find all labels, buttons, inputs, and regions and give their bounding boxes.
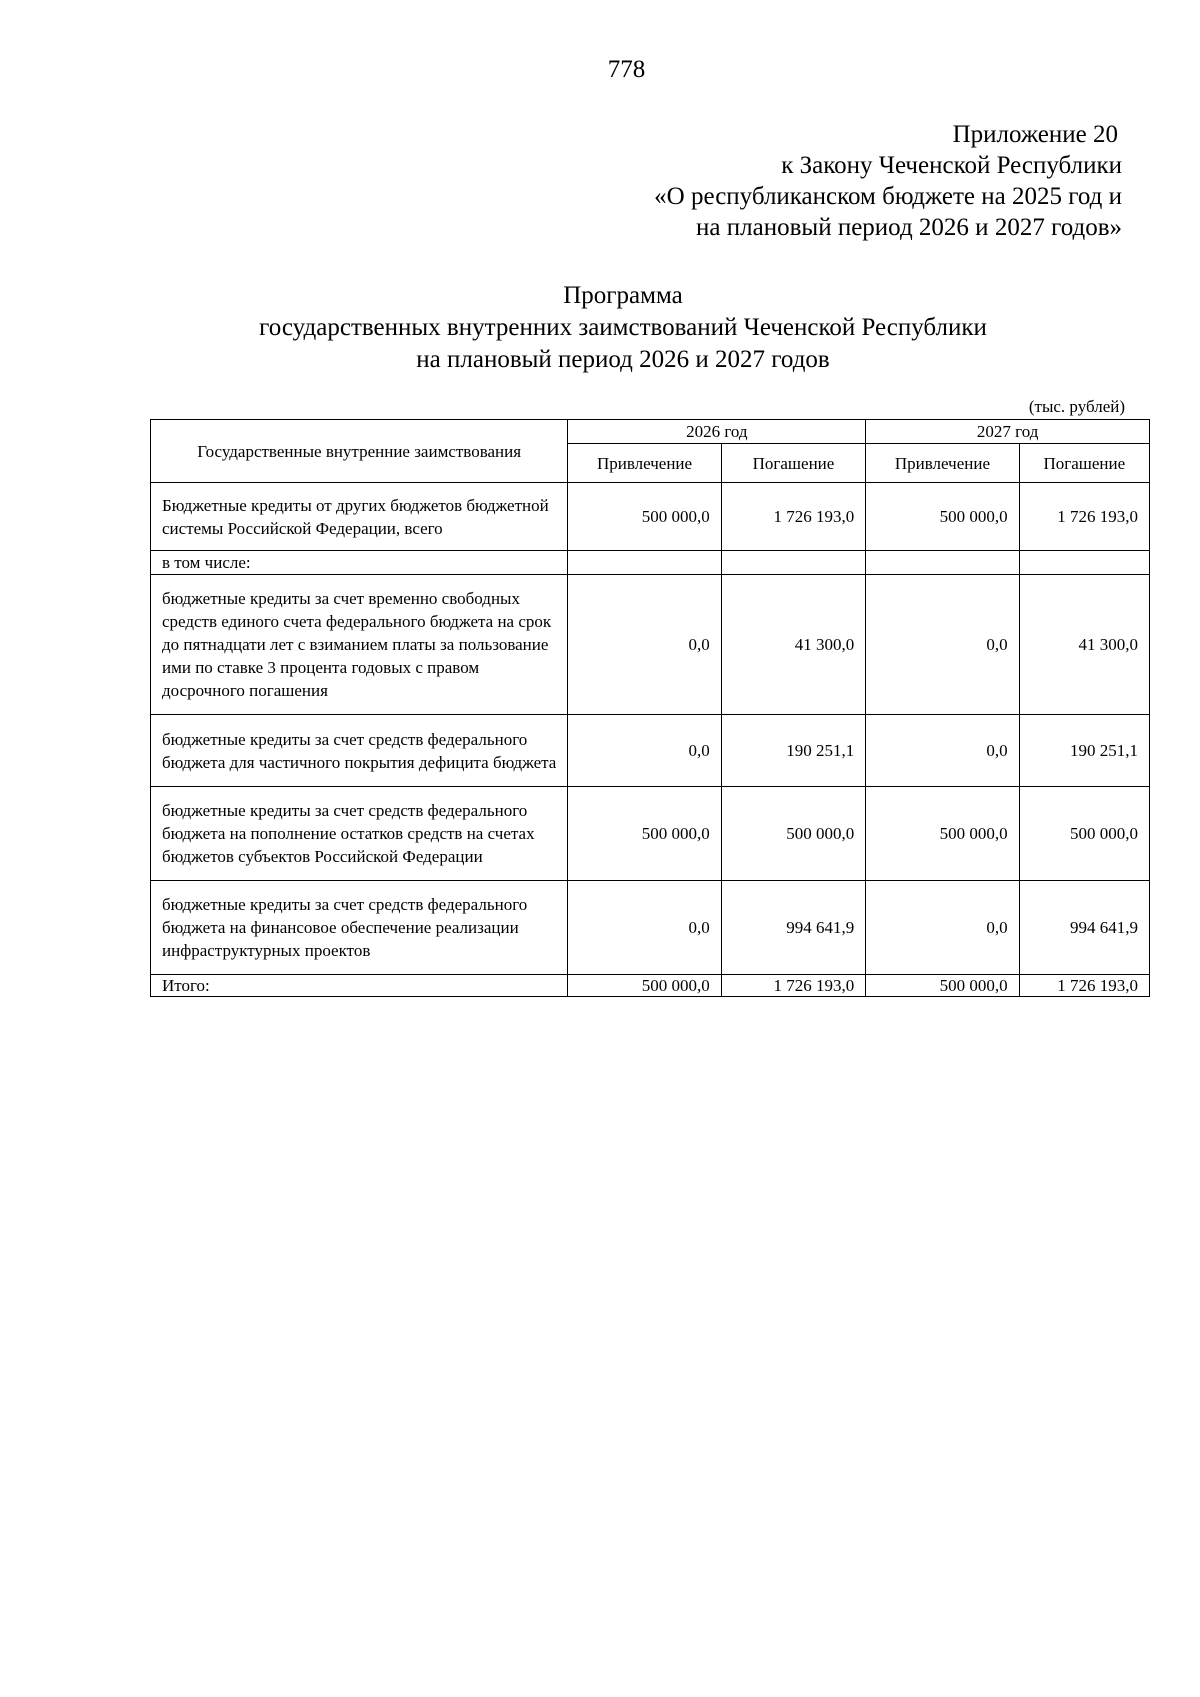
- title-line-2: государственных внутренних заимствований Чеченской Республики: [259, 314, 987, 341]
- appendix-law-title-2: на плановый период 2026 и 2027 годов»: [696, 214, 1122, 241]
- cell-repay-2027: [1019, 551, 1149, 575]
- cell-attract-2027: 500 000,0: [866, 787, 1019, 881]
- cell-attract-2027: 0,0: [866, 881, 1019, 975]
- units-label: (тыс. рублей): [1028, 397, 1125, 416]
- cell-repay-2027: 1 726 193,0: [1019, 483, 1149, 551]
- cell-repay-2027: 1 726 193,0: [1019, 975, 1149, 997]
- cell-repay-2026: 1 726 193,0: [721, 975, 866, 997]
- cell-repay-2027: 994 641,9: [1019, 881, 1149, 975]
- appendix-header: [654, 119, 1122, 243]
- cell-attract-2026: 500 000,0: [568, 483, 721, 551]
- row-name: в том числе:: [151, 551, 568, 575]
- cell-attract-2027: 0,0: [866, 715, 1019, 787]
- title-line-3: на плановый период 2026 и 2027 годов: [416, 346, 830, 373]
- header-year-2027: 2027 год: [866, 420, 1150, 444]
- cell-repay-2027: 190 251,1: [1019, 715, 1149, 787]
- cell-repay-2026: 190 251,1: [721, 715, 866, 787]
- appendix-number: Приложение 20: [952, 121, 1118, 148]
- cell-repay-2026: 1 726 193,0: [721, 483, 866, 551]
- cell-attract-2027: [866, 551, 1019, 575]
- cell-repay-2026: 994 641,9: [721, 881, 866, 975]
- header-attract-2026: Привлечение: [568, 444, 721, 483]
- appendix-law-ref: к Закону Чеченской Республики: [781, 152, 1122, 179]
- cell-attract-2027: 500 000,0: [866, 483, 1019, 551]
- document-title: [0, 280, 1200, 376]
- header-year-2026: 2026 год: [568, 420, 866, 444]
- cell-attract-2026: 500 000,0: [568, 975, 721, 997]
- appendix-law-title-1: «О республиканском бюджете на 2025 год и: [654, 183, 1122, 210]
- cell-attract-2026: [568, 551, 721, 575]
- table-row-total-budget-credits: [151, 483, 1150, 551]
- cell-attract-2027: 0,0: [866, 575, 1019, 715]
- cell-attract-2027: 500 000,0: [866, 975, 1019, 997]
- title-line-1: Программа: [563, 282, 683, 309]
- cell-repay-2027: 500 000,0: [1019, 787, 1149, 881]
- cell-attract-2026: 0,0: [568, 575, 721, 715]
- cell-attract-2026: 0,0: [568, 881, 721, 975]
- row-name: бюджетные кредиты за счет средств федерального бюджета на пополнение остатков средств на счетах бюджетов субъектов Российской Федерации: [151, 787, 568, 881]
- row-name: бюджетные кредиты за счет средств федерального бюджета на финансовое обеспечение реализации инфраструктурных проектов: [151, 881, 568, 975]
- header-borrowings: Государственные внутренние заимствования: [151, 420, 568, 483]
- table-row-balance-credits: [151, 787, 1150, 881]
- row-name: бюджетные кредиты за счет временно свободных средств единого счета федерального бюджета на срок до пятнадцати лет с взиманием платы за пользование ими по ставке 3 процента годовых с правом досрочного погашения: [151, 575, 568, 715]
- page-number: 778: [607, 56, 646, 83]
- cell-repay-2026: [721, 551, 866, 575]
- row-name: Итого:: [151, 975, 568, 997]
- table-row-including: [151, 551, 1150, 575]
- cell-repay-2027: 41 300,0: [1019, 575, 1149, 715]
- cell-attract-2026: 0,0: [568, 715, 721, 787]
- header-attract-2027: Привлечение: [866, 444, 1019, 483]
- cell-repay-2026: 500 000,0: [721, 787, 866, 881]
- cell-attract-2026: 500 000,0: [568, 787, 721, 881]
- header-repay-2027: Погашение: [1019, 444, 1149, 483]
- borrowings-table: [150, 419, 1150, 997]
- header-repay-2026: Погашение: [721, 444, 866, 483]
- row-name: бюджетные кредиты за счет средств федерального бюджета для частичного покрытия дефицита бюджета: [151, 715, 568, 787]
- table-row-treasury-credits: [151, 575, 1150, 715]
- table-row-deficit-credits: [151, 715, 1150, 787]
- row-name: Бюджетные кредиты от других бюджетов бюджетной системы Российской Федерации, всего: [151, 483, 568, 551]
- table-row-total: [151, 975, 1150, 997]
- table-row-infrastructure-credits: [151, 881, 1150, 975]
- cell-repay-2026: 41 300,0: [721, 575, 866, 715]
